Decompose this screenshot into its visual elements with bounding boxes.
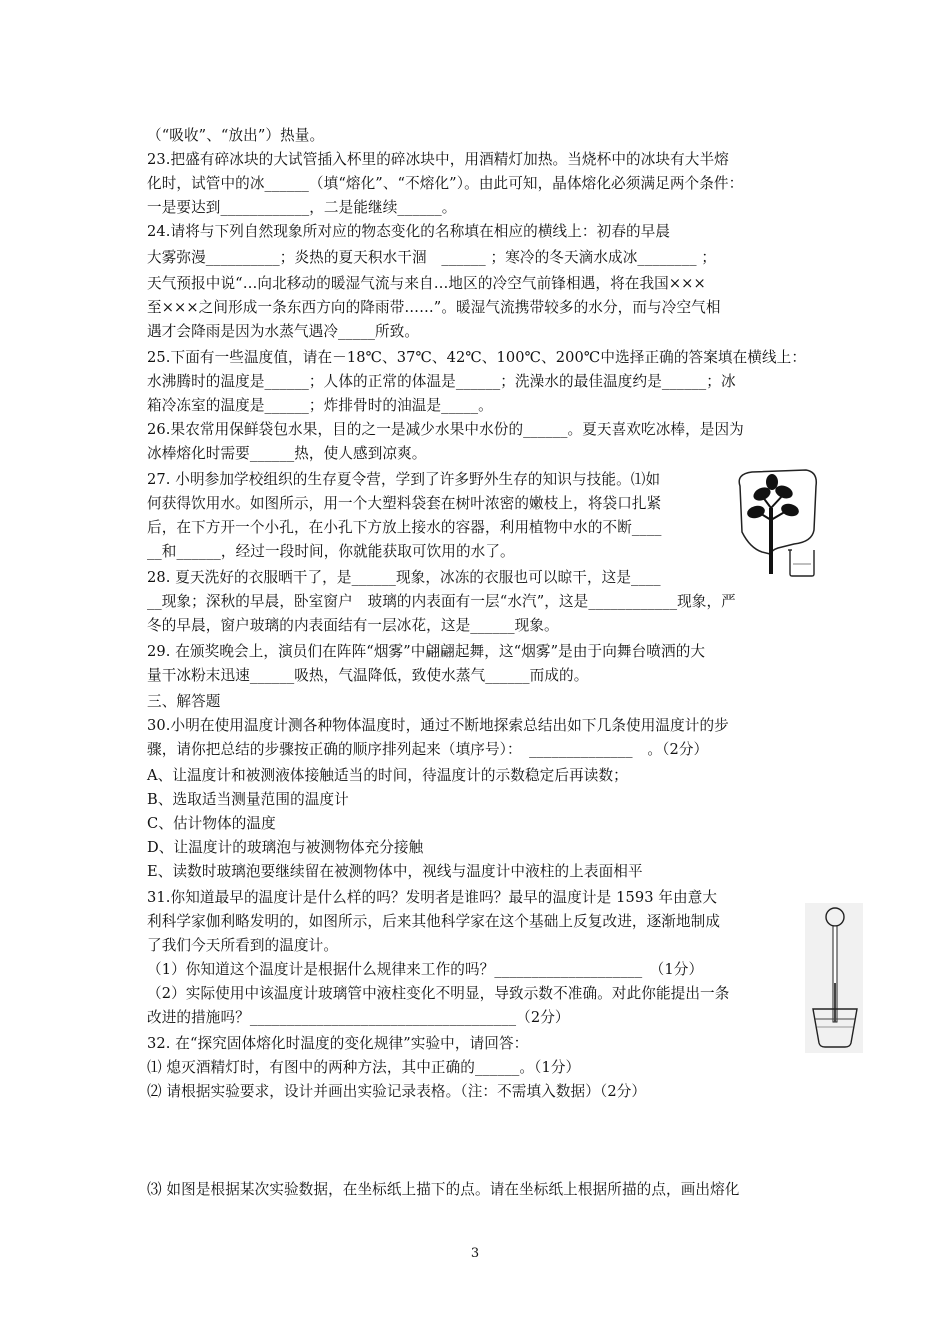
text-line: 32. 在“探究固体熔化时温度的变化规律”实验中，请回答： <box>147 1035 529 1052</box>
text-line: __现象；深秋的早晨，卧室窗户 玻璃的内表面有一层“水汽”，这是____________现象，严 <box>147 593 736 610</box>
text-line: __和______，经过一段时间，你就能获取可饮用的水了。 <box>147 543 515 560</box>
text-line: 骤，请你把总结的步骤按正确的顺序排列起来（填序号）： ______________ 。（2分） <box>147 741 709 758</box>
text-line: 一是要达到____________，二是能继续______。 <box>147 199 457 216</box>
text-line: 26.果农常用保鲜袋包水果，目的之一是减少水果中水份的______。夏天喜欢吃冰棒，是因为 <box>147 421 744 438</box>
plant-bag-figure <box>732 468 824 580</box>
text-line: 28. 夏天洗好的衣服晒干了，是______现象，冰冻的衣服也可以晾干，这是____ <box>147 569 661 586</box>
text-line: 水沸腾时的温度是______；人体的正常的体温是______；洗澡水的最佳温度约是______；冰 <box>147 373 736 390</box>
text-line: 冬的早晨，窗户玻璃的内表面结有一层冰花，这是______现象。 <box>147 617 559 634</box>
text-line: 箱冷冻室的温度是______；炸排骨时的油温是_____。 <box>147 397 493 414</box>
text-line: 改进的措施吗？____________________________________（2分） <box>147 1009 570 1026</box>
leaf <box>766 474 778 490</box>
text-line: E、读数时玻璃泡要继续留在被测物体中，视线与温度计中液柱的上表面相平 <box>147 863 643 880</box>
text-line: D、让温度计的玻璃泡与被测物体充分接触 <box>147 839 424 856</box>
text-line: （“吸收”、“放出”）热量。 <box>147 127 325 144</box>
text-line: 25.下面有一些温度值，请在－18℃、37℃、42℃、100℃、200℃中选择正确的答案填在横线上： <box>147 349 807 366</box>
text-line: （1）你知道这个温度计是根据什么规律来工作的吗？____________________ （1分） <box>147 961 704 978</box>
text-line: 30.小明在使用温度计测各种物体温度时，通过不断地探索总结出如下几条使用温度计的步 <box>147 717 729 734</box>
text-line: 29. 在颁奖晚会上，演员们在阵阵“烟雾”中翩翩起舞，这“烟雾”是由于向舞台喷洒的大 <box>147 643 706 660</box>
branch-stem <box>769 508 773 574</box>
text-line: （2）实际使用中该温度计玻璃管中液柱变化不明显，导致示数不准确。对此你能提出一条 <box>147 985 730 1002</box>
text-line: 至×××之间形成一条东西方向的降雨带……”。暖湿气流携带较多的水分，而与冷空气相 <box>147 299 721 316</box>
text-line: B、选取适当测量范围的温度计 <box>147 791 349 808</box>
leaf <box>746 504 766 520</box>
text-line: 27. 小明参加学校组织的生存夏令营，学到了许多野外生存的知识与技能。⑴如 <box>147 471 661 488</box>
text-line: C、估计物体的温度 <box>147 815 276 832</box>
text-line: 31.你知道最早的温度计是什么样的吗？发明者是谁吗？最早的温度计是 1593 年由意大 <box>147 889 718 906</box>
text-line: ⑵ 请根据实验要求，设计并画出实验记录表格。（注：不需填入数据）（2分） <box>147 1083 647 1100</box>
text-line: 何获得饮用水。如图所示，用一个大塑料袋套在树叶浓密的嫩枝上，将袋口扎紧 <box>147 495 662 512</box>
text-line: 24.请将与下列自然现象所对应的物态变化的名称填在相应的横线上：初春的早晨 <box>147 223 671 240</box>
leaf <box>780 502 800 518</box>
text-line: A、让温度计和被测液体接触适当的时间，待温度计的示数稳定后再读数； <box>147 767 628 784</box>
text-line: 了我们今天所看到的温度计。 <box>147 937 339 954</box>
page-number: 3 <box>470 1246 480 1261</box>
text-line: 后，在下方开一个小孔，在小孔下方放上接水的容器，利用植物中水的不断____ <box>147 519 662 536</box>
galileo-thermometer-figure <box>805 903 863 1053</box>
text-line: 化时，试管中的冰______（填“熔化”、“不熔化”）。由此可知，晶体熔化必须满足两个条件： <box>147 175 744 192</box>
text-line: 23.把盛有碎冰块的大试管插入杯里的碎冰块中，用酒精灯加热。当烧杯中的冰块有大半熔 <box>147 151 729 168</box>
text-line: 三、解答题 <box>147 693 221 710</box>
text-line: 利科学家伽利略发明的，如图所示，后来其他科学家在这个基础上反复改进，逐渐地制成 <box>147 913 721 930</box>
text-line: 遇才会降雨是因为水蒸气遇冷_____所致。 <box>147 323 420 340</box>
beaker <box>790 550 814 576</box>
text-line: 天气预报中说“…向北移动的暖湿气流与来自…地区的冷空气前锋相遇，将在我国××× <box>147 275 706 292</box>
text-line: ⑶ 如图是根据某次实验数据，在坐标纸上描下的点。请在坐标纸上根据所描的点，画出熔化 <box>147 1181 740 1198</box>
text-line: 量干冰粉末迅速______吸热，气温降低，致使水蒸气______而成的。 <box>147 667 589 684</box>
text-line: 冰棒熔化时需要______热，使人感到凉爽。 <box>147 445 427 462</box>
text-line: 大雾弥漫__________；炎热的夏天积水干涸 ______ ；寒冷的冬天滴水成冰________ ； <box>147 249 717 266</box>
text-line: ⑴ 熄灭酒精灯时，有图中的两种方法，其中正确的______。（1分） <box>147 1059 581 1076</box>
